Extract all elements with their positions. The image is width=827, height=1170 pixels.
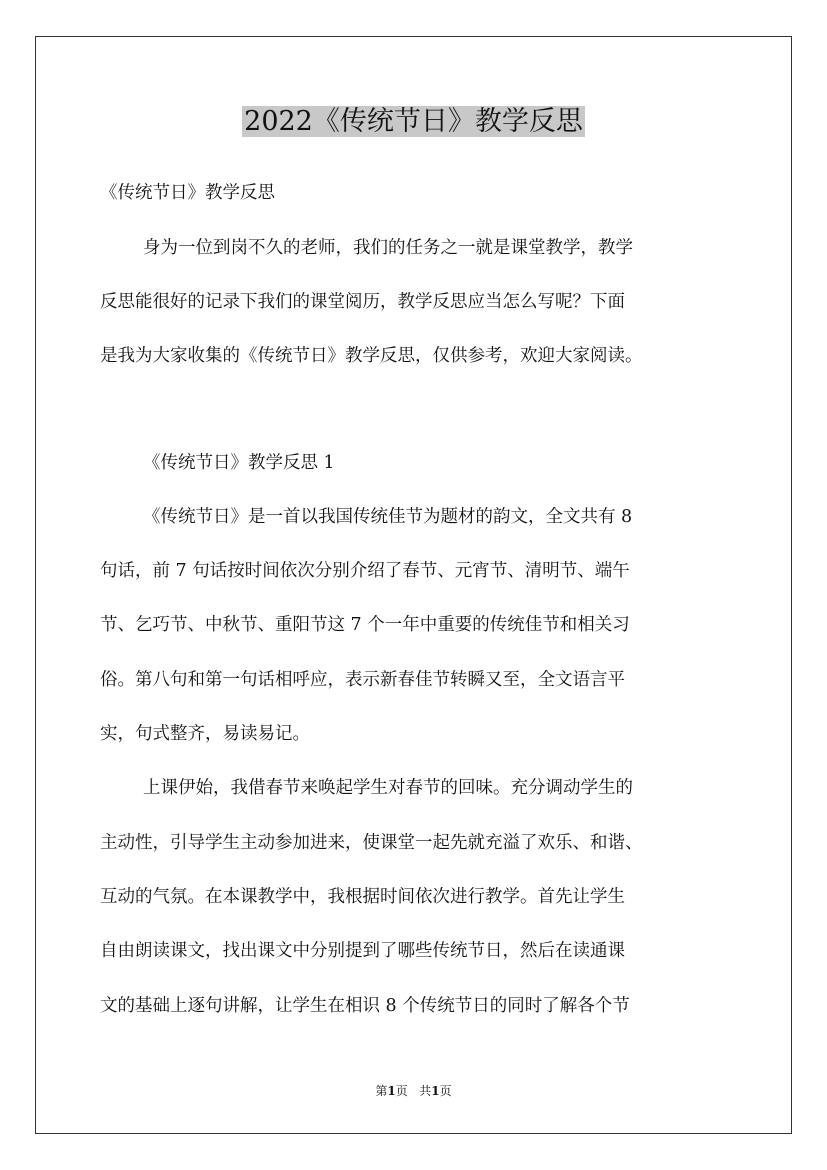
section-heading: 《传统节日》教学反思 1 <box>143 453 335 473</box>
para1-line-4: 俗。第八句和第一句话相呼应，表示新春佳节转瞬又至，全文语言平 <box>100 670 625 690</box>
footer-total-prefix: 共 <box>419 1084 432 1098</box>
para2-line-2: 主动性，引导学生主动参加进来，使课堂一起先就充溢了欢乐、和谐、 <box>100 833 643 853</box>
para2-line-4: 自由朗读课文，找出课文中分别提到了哪些传统节日，然后在读通课 <box>100 941 625 961</box>
footer-total-number: 1 <box>431 1084 440 1098</box>
document-title <box>0 102 827 142</box>
footer-total-suffix: 页 <box>439 1084 452 1098</box>
para1-line-2: 句话，前 7 句话按时间依次分别介绍了春节、元宵节、清明节、端午 <box>100 561 630 581</box>
para1-line-5: 实，句式整齐，易读易记。 <box>100 724 310 744</box>
footer-page-suffix: 页 <box>395 1084 408 1098</box>
footer-page-number: 1 <box>387 1084 396 1098</box>
para2-line-5: 文的基础上逐句讲解，让学生在相识 8 个传统节日的同时了解各个节 <box>100 996 630 1016</box>
page-footer <box>0 1083 827 1099</box>
para1-line-1: 《传统节日》是一首以我国传统佳节为题材的韵文，全文共有 8 <box>143 507 633 527</box>
para2-line-3: 互动的气氛。在本课教学中，我根据时间依次进行教学。首先让学生 <box>100 887 625 907</box>
document-subtitle: 《传统节日》教学反思 <box>100 183 275 203</box>
intro-line-1: 身为一位到岗不久的老师，我们的任务之一就是课堂教学，教学 <box>143 238 633 258</box>
footer-page-prefix: 第 <box>375 1084 388 1098</box>
para2-line-1: 上课伊始，我借春节来唤起学生对春节的回味。充分调动学生的 <box>143 778 633 798</box>
para1-line-3: 节、乞巧节、中秋节、重阳节这 7 个一年中重要的传统佳节和相关习 <box>100 615 630 635</box>
intro-line-2: 反思能很好的记录下我们的课堂阅历，教学反思应当怎么写呢？下面 <box>100 292 625 312</box>
intro-line-3: 是我为大家收集的《传统节日》教学反思，仅供参考，欢迎大家阅读。 <box>100 346 643 366</box>
document-title-text: 2022《传统节日》教学反思 <box>244 106 583 137</box>
